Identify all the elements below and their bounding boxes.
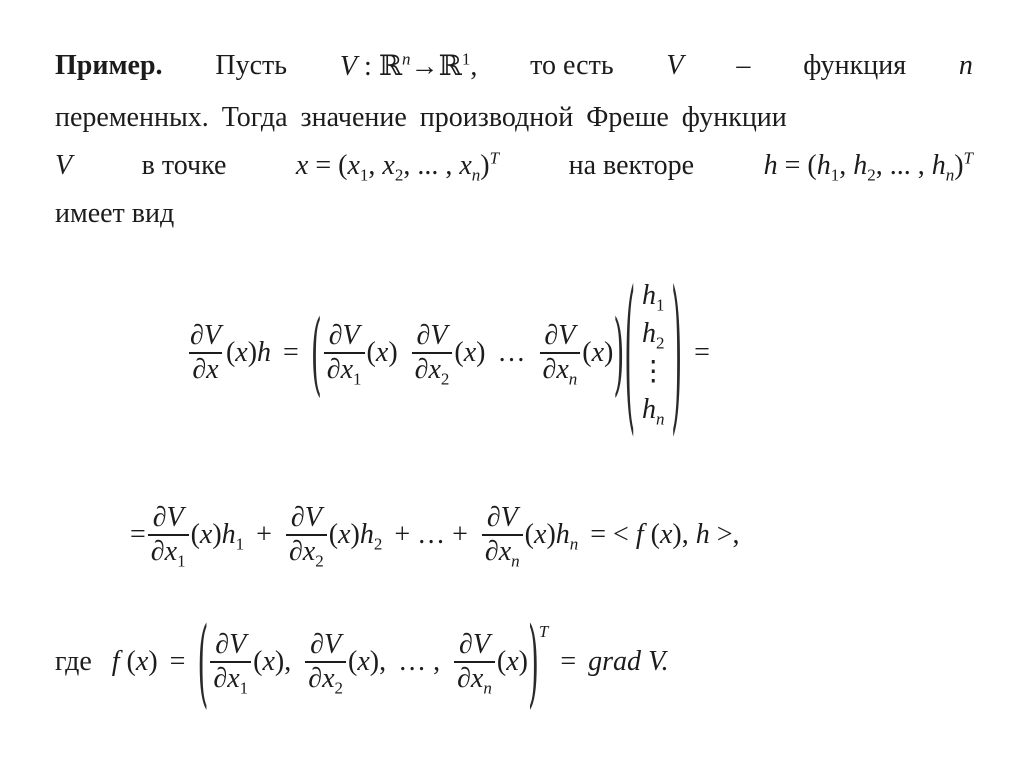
symbol-V: V <box>666 50 684 81</box>
symbol-V-2: V <box>55 150 73 181</box>
text-line-4 <box>55 188 973 240</box>
fraction-dV-dx: $\frac{\partial V}{\partial x}$ <box>190 320 221 385</box>
word-pust: Пусть <box>215 50 288 81</box>
point-x-expression: $x = (x_1$, $x_2$, ... , $x_n)^T$ <box>295 148 500 185</box>
phrase-imeet-vid: имеет вид <box>55 198 175 229</box>
column-vector-h: $h_1$ $h_2$ ⋮ $h_n$ <box>639 280 668 429</box>
vector-h-expression: $h = (h_1$, $h_2$, ... , $h_n)^T$ <box>763 148 973 185</box>
grad-label: grad V. <box>588 646 669 677</box>
formula-gradient: где f (x) = ( $\frac{\partial V}{\partial x_1}$ (x), $\frac{\partial V}{\partial x_2}$ (x), … , $\frac{\partial V}{\partial x_n}$ (x) ) $^T$ = grad V. <box>55 605 669 719</box>
dash: – <box>736 50 751 81</box>
phrase-na-vektore: на векторе <box>568 150 695 181</box>
formula-frechet-derivative: $\frac{\partial V}{\partial x}$ (x)h = ( $\frac{\partial V}{\partial x_1}$ (x) $\frac{\partial V}{\partial x_2}$ (x) … $\frac{\partial V}{\partial x_n}$ (x) ) ( $h_1$ $h_2$ ⋮ $h_n$ ) = <box>185 258 710 448</box>
text-line-3 <box>55 140 973 192</box>
text-line-1 <box>55 40 973 92</box>
phrase-to-est: то есть <box>530 50 614 81</box>
mapping-expression: V : ℝ$^n$→ℝ$^1$, <box>339 49 478 82</box>
symbol-n: n <box>958 50 973 81</box>
example-title: Пример. <box>55 50 163 81</box>
word-funktsiya: функция <box>803 50 907 81</box>
phrase-v-tochke: в точке <box>141 150 227 181</box>
text-line-2 <box>55 92 973 144</box>
formula-expanded-sum: = $\frac{\partial V}{\partial x_1}$ $(x)h_1$ + $\frac{\partial V}{\partial x_2}$ $(x)h_2$ + … + $\frac{\partial V}{\partial x_n}$ $(x)h_n$ = < f (x), h >, <box>130 502 740 571</box>
line2-text: переменных. Тогда значение производной Фреше функции <box>55 102 787 133</box>
word-gde: где <box>55 646 92 677</box>
